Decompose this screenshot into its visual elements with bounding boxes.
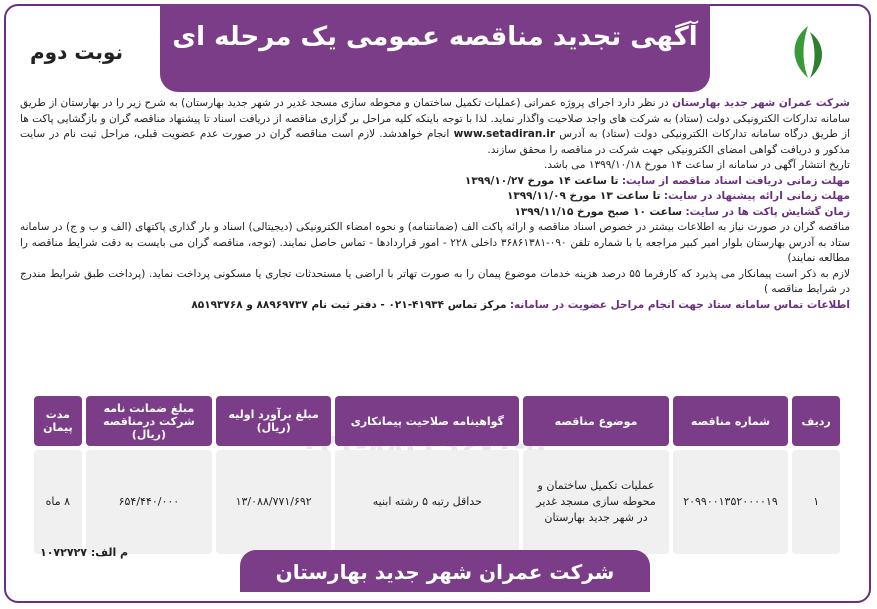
contact-info (20, 298, 850, 314)
setad-url[interactable]: www.setadiran.ir (453, 128, 556, 140)
publish-date: تاریخ انتشار آگهی در سامانه از ساعت ۱۴ مورخ ۱۳۹۹/۱۰/۱۸ می باشد. (544, 159, 850, 171)
footer-company-name: شرکت عمران شهر جدید بهارستان (240, 550, 650, 592)
contact-label: اطلاعات تماس سامانه ستاد جهت انجام مراحل عضویت در سامانه: (509, 298, 850, 311)
deadline-bids-label: مهلت زمانی ارائه پیشنهاد در سایت: (663, 190, 850, 202)
cell-certificate: حداقل رتبه ۵ رشته ابنیه (335, 450, 519, 554)
company-logo-icon (780, 22, 836, 82)
opening-label: زمان گشایش پاکت ها در سایت: (685, 205, 850, 218)
intro-paragraph (20, 96, 850, 158)
intro-text-2: انجام خواهدشد. لازم است مناقصه گران در صورت عدم عضویت قبلی، مراحل ثبت نام در سایت مذکور و دریافت گواهی امضای الکترونیکی جهت شرکت در مناقصه را محقق سازند. (20, 128, 850, 156)
intro-text: در نظر دارد اجرای پروژه عمرانی (عملیات تکمیل ساختمان و محوطه سازی مسجد غدیر در شهر جدید بهارستان) به شرح زیر را در بهارستان از طریق سامانه تدارکات الکترونیکی دولت (ستاد) به شرکت های واجد صلاحیت واگذار نماید. لذا با توجه باینکه کلیه مراحل بر گزاری مناقصه از دریافت اسناد تا پیشنهاد مناقصه گران و بازگشایی پاکت ها از طریق درگاه سامانه تدارکات الکترونیکی دولت (ستاد) به آدرس (20, 97, 851, 140)
cell-subject: عملیات تکمیل ساختمان و محوطه سازی مسجد غدیر در شهر جدید بهارستان (523, 450, 668, 554)
deadline-bids-value: تا ساعت ۱۳ مورخ ۱۳۹۹/۱۱/۰۹ (506, 190, 661, 202)
company-name: شرکت عمران شهر جدید بهارستان (672, 97, 850, 109)
round-label: نوبت دوم (30, 40, 124, 64)
cell-duration: ۸ ماه (34, 450, 82, 554)
payment-paragraph: لازم به ذکر است پیمانکار می پذیرد که کارفرما ۵۵ درصد هزینه خدمات موضوع پیمان را به صورت تهاتر با اراضی یا مستحدثات تجاری یا مسکونی پرداخت نماید. (پرداخت طبق شرایط مندرج در شرایط مناقصه ) (20, 267, 850, 295)
col-estimate: مبلغ برآورد اولیه (ریال) (216, 396, 331, 446)
col-row-number: ردیف (792, 396, 840, 446)
notice-body (20, 96, 850, 313)
col-guarantee: مبلغ ضمانت نامه شرکت درمناقصه (ریال) (86, 396, 212, 446)
table-row (34, 450, 840, 554)
cell-estimate: ۱۳/۰۸۸/۷۷۱/۶۹۲ (216, 450, 331, 554)
cell-tender-number: ۲۰۹۹۰۰۱۳۵۲۰۰۰۰۱۹ (673, 450, 789, 554)
contact-value: مرکز تماس ۴۱۹۳۴-۰۲۱ - دفتر ثبت نام ۸۸۹۶۹۷۳۷ و ۸۵۱۹۳۷۶۸ (191, 298, 507, 311)
col-subject: موضوع مناقصه (523, 396, 668, 446)
deadline-bids (20, 189, 850, 205)
opening-time (20, 205, 850, 221)
opening-value: ساعت ۱۰ صبح مورخ ۱۳۹۹/۱۱/۱۵ (514, 205, 683, 218)
cell-row-number: ۱ (792, 450, 840, 554)
table-header-row (34, 396, 840, 446)
col-certificate: گواهینامه صلاحیت پیمانکاری (335, 396, 519, 446)
deadline-docs-value: تا ساعت ۱۴ مورخ ۱۳۹۹/۱۰/۲۷ (464, 174, 619, 187)
info-paragraph: مناقصه گران در صورت نیاز به اطلاعات بیشتر در خصوص اسناد مناقصه و ارائه پاکت الف (ضمانتنامه) و نحوه امضاء الکترونیکی (دیجیتالی) اسناد و بار گذاری پاکتهای (الف و ب و ج) در سامانه ستاد به آدرس بهارستان بلوار امیر کبیر مراجعه یا با شماره تلفن ۰۹۰-۳۶۸۶۱۳۸۱ داخلی ۲۲۸ - امور قراردادها - تماس حاصل نمایند. (توجه، مناقصه گران می بایست به دقت شرایط مناقصه را مطالعه نمایند) (20, 221, 850, 264)
deadline-docs-label: مهلت زمانی دریافت اسناد مناقصه از سایت: (621, 174, 850, 187)
page-title: آگهی تجدید مناقصه عمومی یک مرحله ای (172, 22, 698, 52)
col-duration: مدت پیمان (34, 396, 82, 446)
reference-number: م الف: ۱۰۷۲۷۲۷ (40, 546, 129, 559)
col-tender-number: شماره مناقصه (673, 396, 789, 446)
deadline-docs (20, 174, 850, 190)
tender-table (30, 392, 844, 558)
cell-guarantee: ۶۵۴/۴۴۰/۰۰۰ (86, 450, 212, 554)
